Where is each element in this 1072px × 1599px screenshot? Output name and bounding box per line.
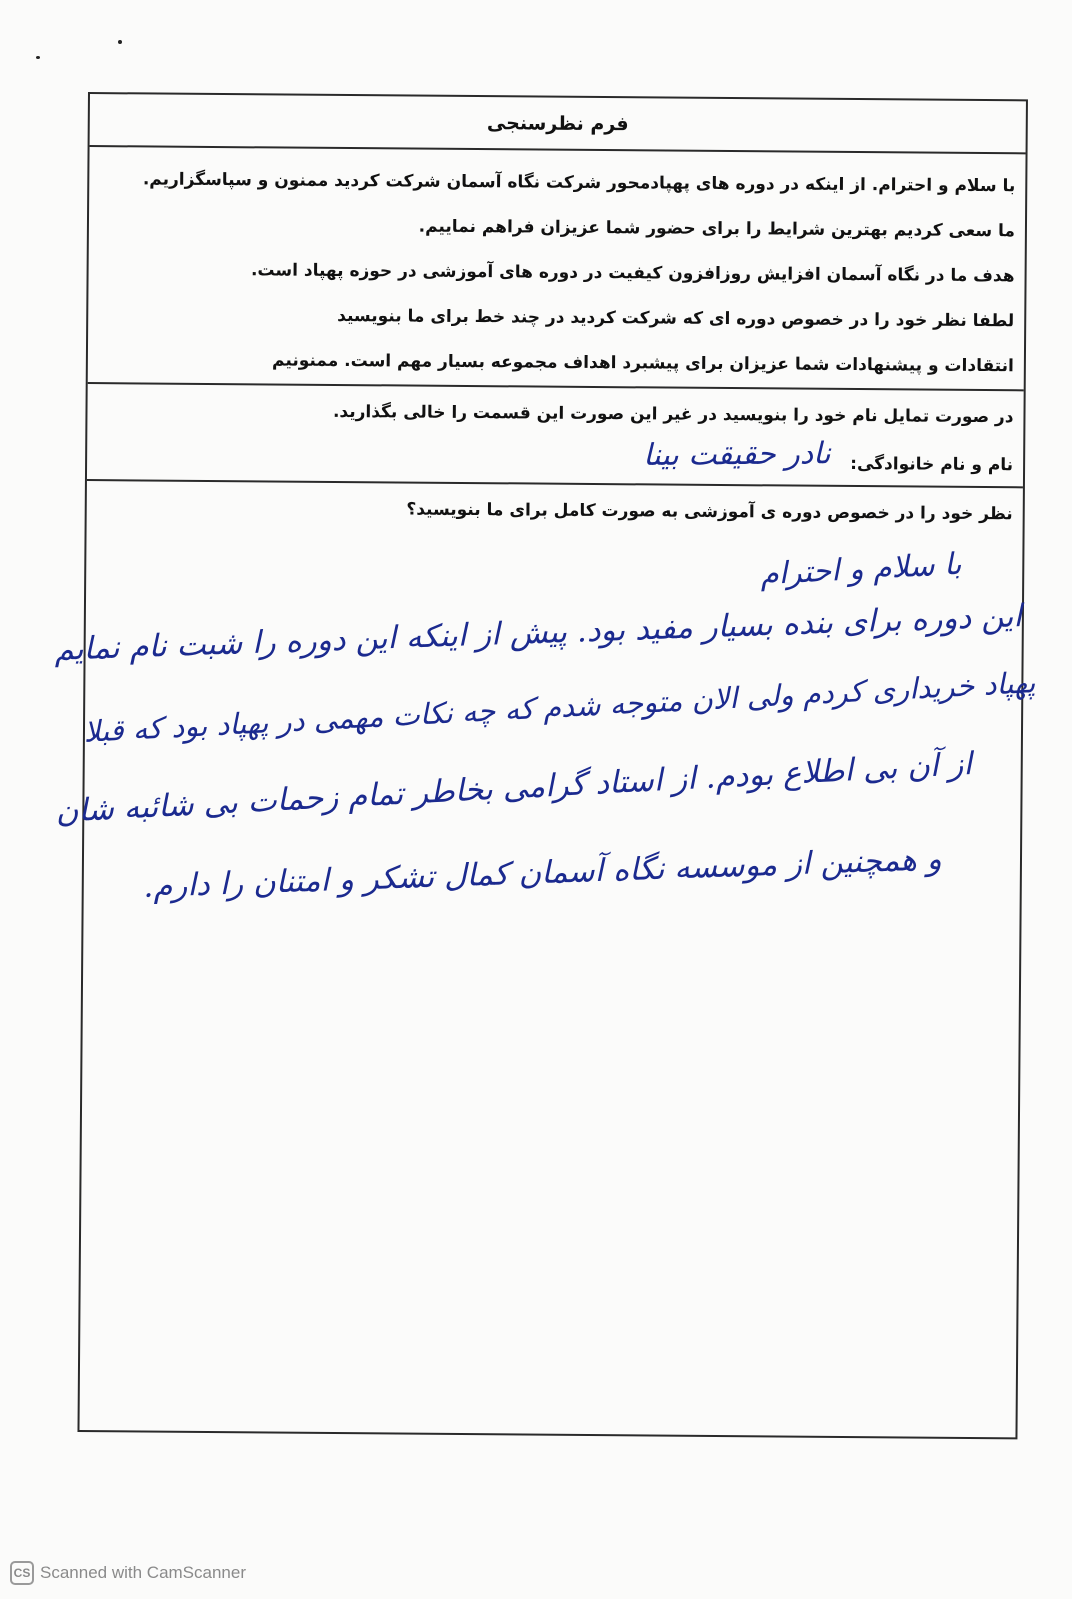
camscanner-logo-icon: CS <box>10 1561 34 1585</box>
handwritten-line: این دوره برای بنده بسیار مفید بود. پیش از اینکه این دوره را شبت نام نمایم <box>53 598 1023 668</box>
name-label: نام و نام خانوادگی: <box>850 453 1014 476</box>
camscanner-text: Scanned with CamScanner <box>40 1563 247 1582</box>
name-row <box>87 384 1024 488</box>
handwritten-line: از آن بی اطلاع بودم. از استاد گرامی بخاطر تمام زحمات بی شائبه شان <box>54 746 973 830</box>
scan-speck <box>118 40 122 44</box>
intro-row <box>88 147 1026 391</box>
form-title-row <box>90 94 1026 154</box>
form-title: فرم نظرسنجی <box>486 112 629 136</box>
intro-line: لطفا نظر خود را در خصوص دوره ای که شرکت کردید در چند خط برای ما بنویسید <box>337 305 1015 332</box>
comment-row <box>79 481 1022 1437</box>
intro-line: ما سعی کردیم بهترین شرایط را برای حضور شما عزیزان فراهم نماییم. <box>418 216 1016 242</box>
comment-question: نظر خود را در خصوص دوره ی آموزشی به صورت کامل برای ما بنویسید؟ <box>406 499 1013 525</box>
name-line <box>97 432 1013 487</box>
handwritten-line: پهپاد خریداری کردم ولی الان متوجه شدم که چه نکات مهمی در پهپاد بود که قبلا <box>82 665 1037 749</box>
feedback-form <box>77 92 1027 1439</box>
intro-line: با سلام و احترام. از اینکه در دوره های پهپادمحور شرکت نگاه آسمان شرکت کردید ممنون و سپاسگزاریم. <box>142 169 1016 197</box>
handwritten-line: و همچنین از موسسه نگاه آسمان کمال تشکر و امتنان را دارم. <box>142 841 943 905</box>
camscanner-footer <box>10 1561 246 1585</box>
scan-speck <box>36 56 40 59</box>
name-handwritten-value: نادر حقیقت بینا <box>642 436 831 474</box>
intro-line: انتقادات و پیشنهادات شما عزیزان برای پیشبرد اهداف مجموعه بسیار مهم است. ممنونیم <box>272 350 1014 377</box>
intro-line: هدف ما در نگاه آسمان افزایش روزافزون کیفیت در دوره های آموزشی در حوزه پهپاد است. <box>250 260 1015 287</box>
name-instruction: در صورت تمایل نام خود را بنویسید در غیر این صورت این قسمت را خالی بگذارید. <box>332 401 1014 428</box>
handwritten-line: با سلام و احترام <box>759 546 963 593</box>
